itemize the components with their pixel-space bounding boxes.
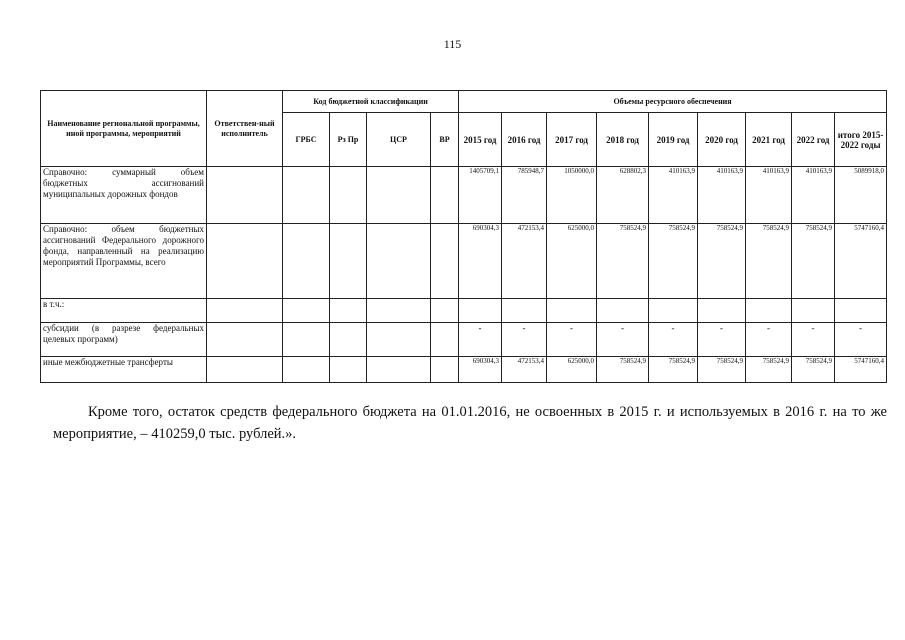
code-cell: [330, 167, 367, 224]
value-cell: 472153,4: [502, 224, 547, 299]
value-cell: 410163,9: [698, 167, 746, 224]
code-cell: [367, 299, 431, 323]
value-cell: -: [746, 323, 792, 357]
value-cell: 625000,0: [547, 357, 597, 383]
value-cell: [547, 299, 597, 323]
value-cell: 5747160,4: [835, 357, 887, 383]
responsible-cell: [207, 323, 283, 357]
code-cell: [283, 299, 330, 323]
row-name: Справочно: суммарный объем бюджетных ассигнований муниципальных дорожных фондов: [41, 167, 207, 224]
code-cell: [283, 323, 330, 357]
value-cell: -: [547, 323, 597, 357]
table-row: [41, 299, 887, 323]
header-row-top: [41, 91, 887, 113]
value-cell: 690304,3: [459, 357, 502, 383]
code-cell: [431, 323, 459, 357]
code-cell: [367, 357, 431, 383]
paragraph-text: Кроме того, остаток средств федерального бюджета на 01.01.2016, не освоенных в 2015 г. и используемых в 2016 г. на то же мероприятие, – 410259,0 тыс. рублей.».: [53, 404, 887, 442]
header-year-2019: 2019 год: [649, 113, 698, 167]
header-year-2021: 2021 год: [746, 113, 792, 167]
table-row: [41, 167, 887, 224]
code-cell: [431, 224, 459, 299]
header-year-2018: 2018 год: [597, 113, 649, 167]
code-cell: [330, 224, 367, 299]
code-cell: [283, 167, 330, 224]
header-name: Наименование региональной программы, иной программы, мероприятий: [41, 91, 207, 167]
value-cell: 690304,3: [459, 224, 502, 299]
value-cell: 1405709,1: [459, 167, 502, 224]
value-cell: -: [835, 323, 887, 357]
code-cell: [367, 167, 431, 224]
table-row: [41, 357, 887, 383]
value-cell: 758524,9: [597, 357, 649, 383]
value-cell: 625000,0: [547, 224, 597, 299]
row-name: иные межбюджетные трансферты: [41, 357, 207, 383]
value-cell: -: [698, 323, 746, 357]
row-name: в т.ч.:: [41, 299, 207, 323]
value-cell: [459, 299, 502, 323]
value-cell: [649, 299, 698, 323]
body-paragraph: [53, 401, 887, 445]
page-number: 115: [443, 37, 462, 51]
value-cell: -: [597, 323, 649, 357]
header-year-2022: 2022 год: [792, 113, 835, 167]
value-cell: -: [649, 323, 698, 357]
value-cell: 5747160,4: [835, 224, 887, 299]
value-cell: 410163,9: [792, 167, 835, 224]
value-cell: 758524,9: [792, 224, 835, 299]
value-cell: 410163,9: [649, 167, 698, 224]
code-cell: [283, 224, 330, 299]
value-cell: [597, 299, 649, 323]
value-cell: -: [792, 323, 835, 357]
header-responsible: Ответствен-ный исполнитель: [207, 91, 283, 167]
header-csr: ЦСР: [367, 113, 431, 167]
code-cell: [431, 357, 459, 383]
code-cell: [367, 323, 431, 357]
value-cell: -: [502, 323, 547, 357]
budget-table: [40, 90, 887, 383]
header-year-2015: 2015 год: [459, 113, 502, 167]
header-volumes-group: Объемы ресурсного обеспечения: [459, 91, 887, 113]
value-cell: [698, 299, 746, 323]
responsible-cell: [207, 224, 283, 299]
value-cell: 758524,9: [698, 224, 746, 299]
code-cell: [431, 167, 459, 224]
value-cell: 410163,9: [746, 167, 792, 224]
value-cell: 628802,3: [597, 167, 649, 224]
value-cell: 472153,4: [502, 357, 547, 383]
value-cell: 758524,9: [597, 224, 649, 299]
code-cell: [367, 224, 431, 299]
row-name: Справочно: объем бюджетных ассигнований Федерального дорожного фонда, направленный на реализацию мероприятий Программы, всего: [41, 224, 207, 299]
value-cell: 758524,9: [792, 357, 835, 383]
header-code-group: Код бюджетной классификации: [283, 91, 459, 113]
code-cell: [283, 357, 330, 383]
value-cell: 5089918,0: [835, 167, 887, 224]
table-body: [41, 167, 887, 383]
value-cell: [502, 299, 547, 323]
value-cell: 758524,9: [649, 224, 698, 299]
header-rzpr: Рз Пр: [330, 113, 367, 167]
header-year-2020: 2020 год: [698, 113, 746, 167]
value-cell: 758524,9: [746, 224, 792, 299]
value-cell: [835, 299, 887, 323]
code-cell: [330, 323, 367, 357]
value-cell: 758524,9: [649, 357, 698, 383]
code-cell: [330, 299, 367, 323]
header-year-2016: 2016 год: [502, 113, 547, 167]
responsible-cell: [207, 357, 283, 383]
responsible-cell: [207, 299, 283, 323]
table-row: [41, 323, 887, 357]
header-total: итого 2015-2022 годы: [835, 113, 887, 167]
header-grbs: ГРБС: [283, 113, 330, 167]
header-year-2017: 2017 год: [547, 113, 597, 167]
value-cell: [746, 299, 792, 323]
header-vr: ВР: [431, 113, 459, 167]
code-cell: [330, 357, 367, 383]
value-cell: 785948,7: [502, 167, 547, 224]
row-name: субсидии (в разрезе федеральных целевых программ): [41, 323, 207, 357]
table-row: [41, 224, 887, 299]
code-cell: [431, 299, 459, 323]
value-cell: 1050000,0: [547, 167, 597, 224]
value-cell: [792, 299, 835, 323]
value-cell: 758524,9: [698, 357, 746, 383]
responsible-cell: [207, 167, 283, 224]
value-cell: 758524,9: [746, 357, 792, 383]
value-cell: -: [459, 323, 502, 357]
